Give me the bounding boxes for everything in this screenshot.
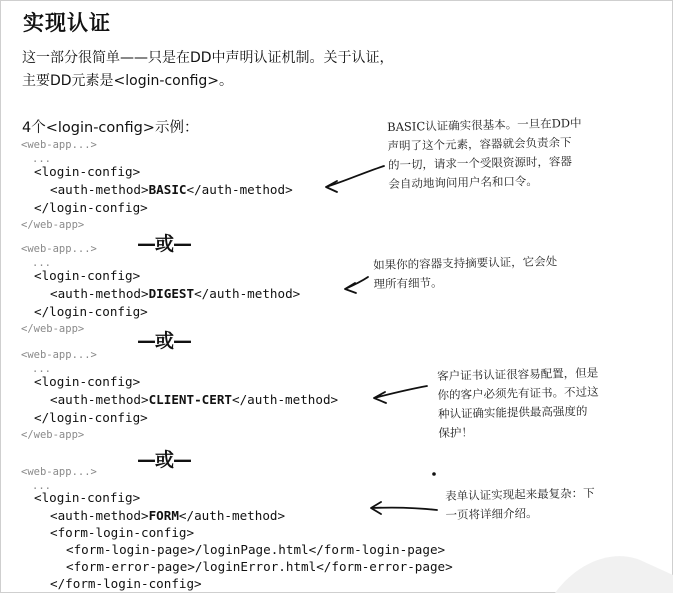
login-config-close: </login-config> [34, 304, 148, 319]
auth-method-close-tag: </auth-method> [178, 508, 286, 523]
auth-method-open-tag: <auth-method> [50, 286, 149, 301]
page-corner-shading [555, 556, 673, 593]
arrow-form [371, 502, 437, 514]
login-config-open: <login-config> [34, 490, 141, 505]
auth-method-value: FORM [148, 508, 179, 523]
auth-method-close-tag: </auth-method> [194, 286, 301, 301]
login-config-open: <login-config> [34, 374, 141, 389]
auth-method-close-tag: </auth-method> [186, 182, 293, 197]
web-app-close: </web-app> [21, 219, 85, 231]
note-line: 一页将详细介绍。 [445, 506, 538, 522]
page-title: 实现认证 [23, 11, 111, 35]
intro-line-1: 这一部分很简单——只是在DD中声明认证机制。关于认证， [22, 50, 394, 66]
login-config-open: <login-config> [34, 164, 141, 179]
note-line: 保护！ [438, 425, 474, 440]
auth-method-open-tag: <auth-method> [50, 182, 149, 197]
auth-method-value: BASIC [148, 182, 187, 197]
ellipsis: ... [32, 257, 51, 269]
note-line: BASIC认证确实很基本。一旦在DD中 [387, 115, 582, 134]
arrow-client-cert [374, 386, 427, 403]
web-app-close: </web-app> [21, 323, 85, 335]
web-app-close: </web-app> [21, 429, 85, 441]
note-line: 你的客户必须先有证书。不过这 [437, 384, 599, 402]
ellipsis: ... [32, 153, 51, 165]
form-error-page: <form-error-page>/loginError.html</form-error-page> [66, 559, 453, 574]
or-separator: —或— [137, 449, 192, 471]
intro-line-2: 主要DD元素是<login-config>。 [22, 73, 234, 89]
auth-method-open-tag: <auth-method> [50, 392, 149, 407]
auth-method-value: DIGEST [148, 286, 195, 301]
ellipsis: ... [32, 480, 51, 492]
ink-dot [432, 472, 436, 476]
note-line: 的一切，请求一个受限资源时，容器 [387, 154, 573, 172]
note-line: 声明了这个元素，容器就会负责余下 [387, 135, 572, 153]
or-separator: —或— [137, 330, 192, 352]
form-login-config-open: <form-login-config> [50, 525, 195, 540]
auth-method-value: CLIENT-CERT [148, 392, 232, 407]
login-config-close: </login-config> [34, 410, 148, 425]
web-app-open: <web-app...> [21, 466, 97, 478]
note-line: 表单认证实现起来最复杂：下 [445, 485, 595, 503]
web-app-open: <web-app...> [21, 349, 97, 361]
note-line: 如果你的容器支持摘要认证，它会处 [373, 254, 558, 272]
form-login-page: <form-login-page>/loginPage.html</form-login-page> [66, 542, 446, 557]
form-login-config-close: </form-login-config> [50, 576, 202, 591]
arrow-basic [326, 166, 384, 192]
or-separator: —或— [137, 233, 192, 255]
auth-method-open-tag: <auth-method> [50, 508, 149, 523]
note-line: 会自动地询问用户名和口令。 [388, 173, 538, 191]
ellipsis: ... [32, 363, 51, 375]
auth-method-close-tag: </auth-method> [231, 392, 339, 407]
examples-heading: 4个<login-config>示例： [22, 120, 199, 136]
arrow-digest [345, 277, 368, 293]
note-line: 种认证确实能提供最高强度的 [437, 403, 588, 421]
login-config-close: </login-config> [34, 200, 148, 215]
web-app-open: <web-app...> [21, 139, 97, 151]
web-app-open: <web-app...> [21, 243, 97, 255]
login-config-open: <login-config> [34, 268, 141, 283]
note-line: 理所有细节。 [373, 275, 443, 291]
note-line: 客户证书认证很容易配置，但是 [437, 365, 599, 383]
